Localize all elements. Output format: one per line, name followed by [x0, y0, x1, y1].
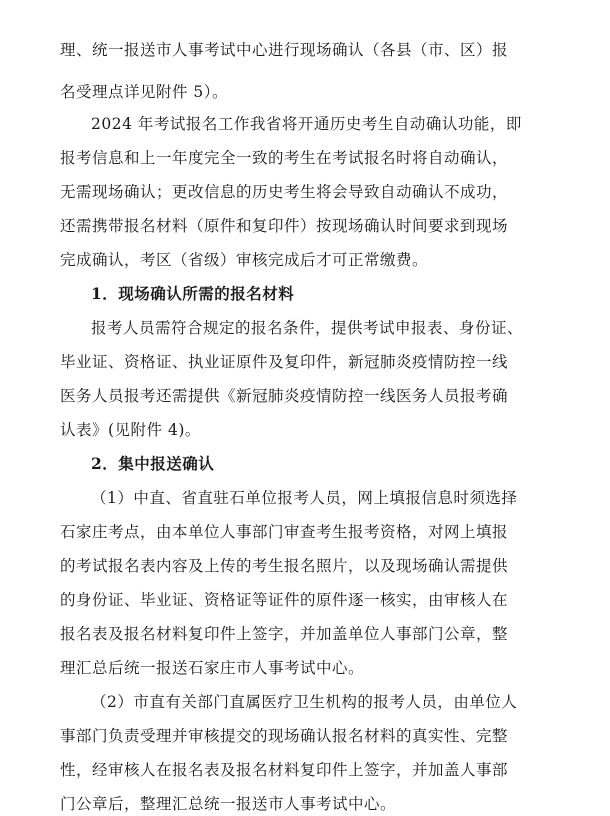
- paragraph-2024-line: 无需现场确认；更改信息的历史考生将会导致自动确认不成功，: [60, 183, 509, 201]
- paragraph-item2-line: 门公章后，整理汇总统一报送市人事考试中心。: [60, 795, 397, 813]
- section-heading-2: 2．集中报送确认: [91, 454, 215, 473]
- paragraph-2024-line: 还需携带报名材料（原件和复印件）按现场确认时间要求到现场: [60, 217, 509, 235]
- paragraph-continuation-line: 名受理点详见附件 5）。: [60, 83, 229, 101]
- paragraph-item2-line: 事部门负责受理并审核提交的现场确认报名材料的真实性、完整: [60, 727, 509, 745]
- paragraph-item1-line: 石家庄考点，由本单位人事部门审查考生报考资格，对网上填报: [60, 523, 509, 541]
- section-heading-1: 1．现场确认所需的报名材料: [91, 284, 295, 303]
- paragraph-item2-line: （2）市直有关部门直属医疗卫生机构的报考人员，由单位人: [91, 693, 518, 711]
- paragraph-item1-line: 报名表及报名材料复印件上签字，并加盖单位人事部门公章，整: [60, 625, 509, 643]
- paragraph-item1-line: （1）中直、省直驻石单位报考人员，网上填报信息时须选择: [91, 489, 518, 507]
- paragraph-continuation-line: 理、统一报送市人事考试中心进行现场确认（各县（市、区）报: [60, 41, 509, 59]
- paragraph-materials-line: 认表》(见附件 4)。: [60, 421, 201, 439]
- paragraph-2024-line: 完成确认，考区（省级）审核完成后才可正常缴费。: [60, 251, 429, 269]
- paragraph-materials-line: 医务人员报考还需提供《新冠肺炎疫情防控一线医务人员报考确: [60, 387, 509, 405]
- paragraph-2024-line: 2024 年考试报名工作我省将开通历史考生自动确认功能，即: [91, 115, 522, 133]
- paragraph-item1-line: 的身份证、毕业证、资格证等证件的原件逐一核实，由审核人在: [60, 591, 509, 609]
- paragraph-item1-line: 的考试报名表内容及上传的考生报名照片，以及现场确认需提供: [60, 557, 509, 575]
- paragraph-2024-line: 报考信息和上一年度完全一致的考生在考试报名时将自动确认，: [60, 149, 509, 167]
- paragraph-materials-line: 报考人员需符合规定的报名条件，提供考试申报表、身份证、: [91, 319, 524, 337]
- paragraph-item1-line: 理汇总后统一报送石家庄市人事考试中心。: [60, 659, 365, 677]
- paragraph-item2-line: 性，经审核人在报名表及报名材料复印件上签字，并加盖人事部: [60, 761, 509, 779]
- paragraph-materials-line: 毕业证、资格证、执业证原件及复印件，新冠肺炎疫情防控一线: [60, 353, 509, 371]
